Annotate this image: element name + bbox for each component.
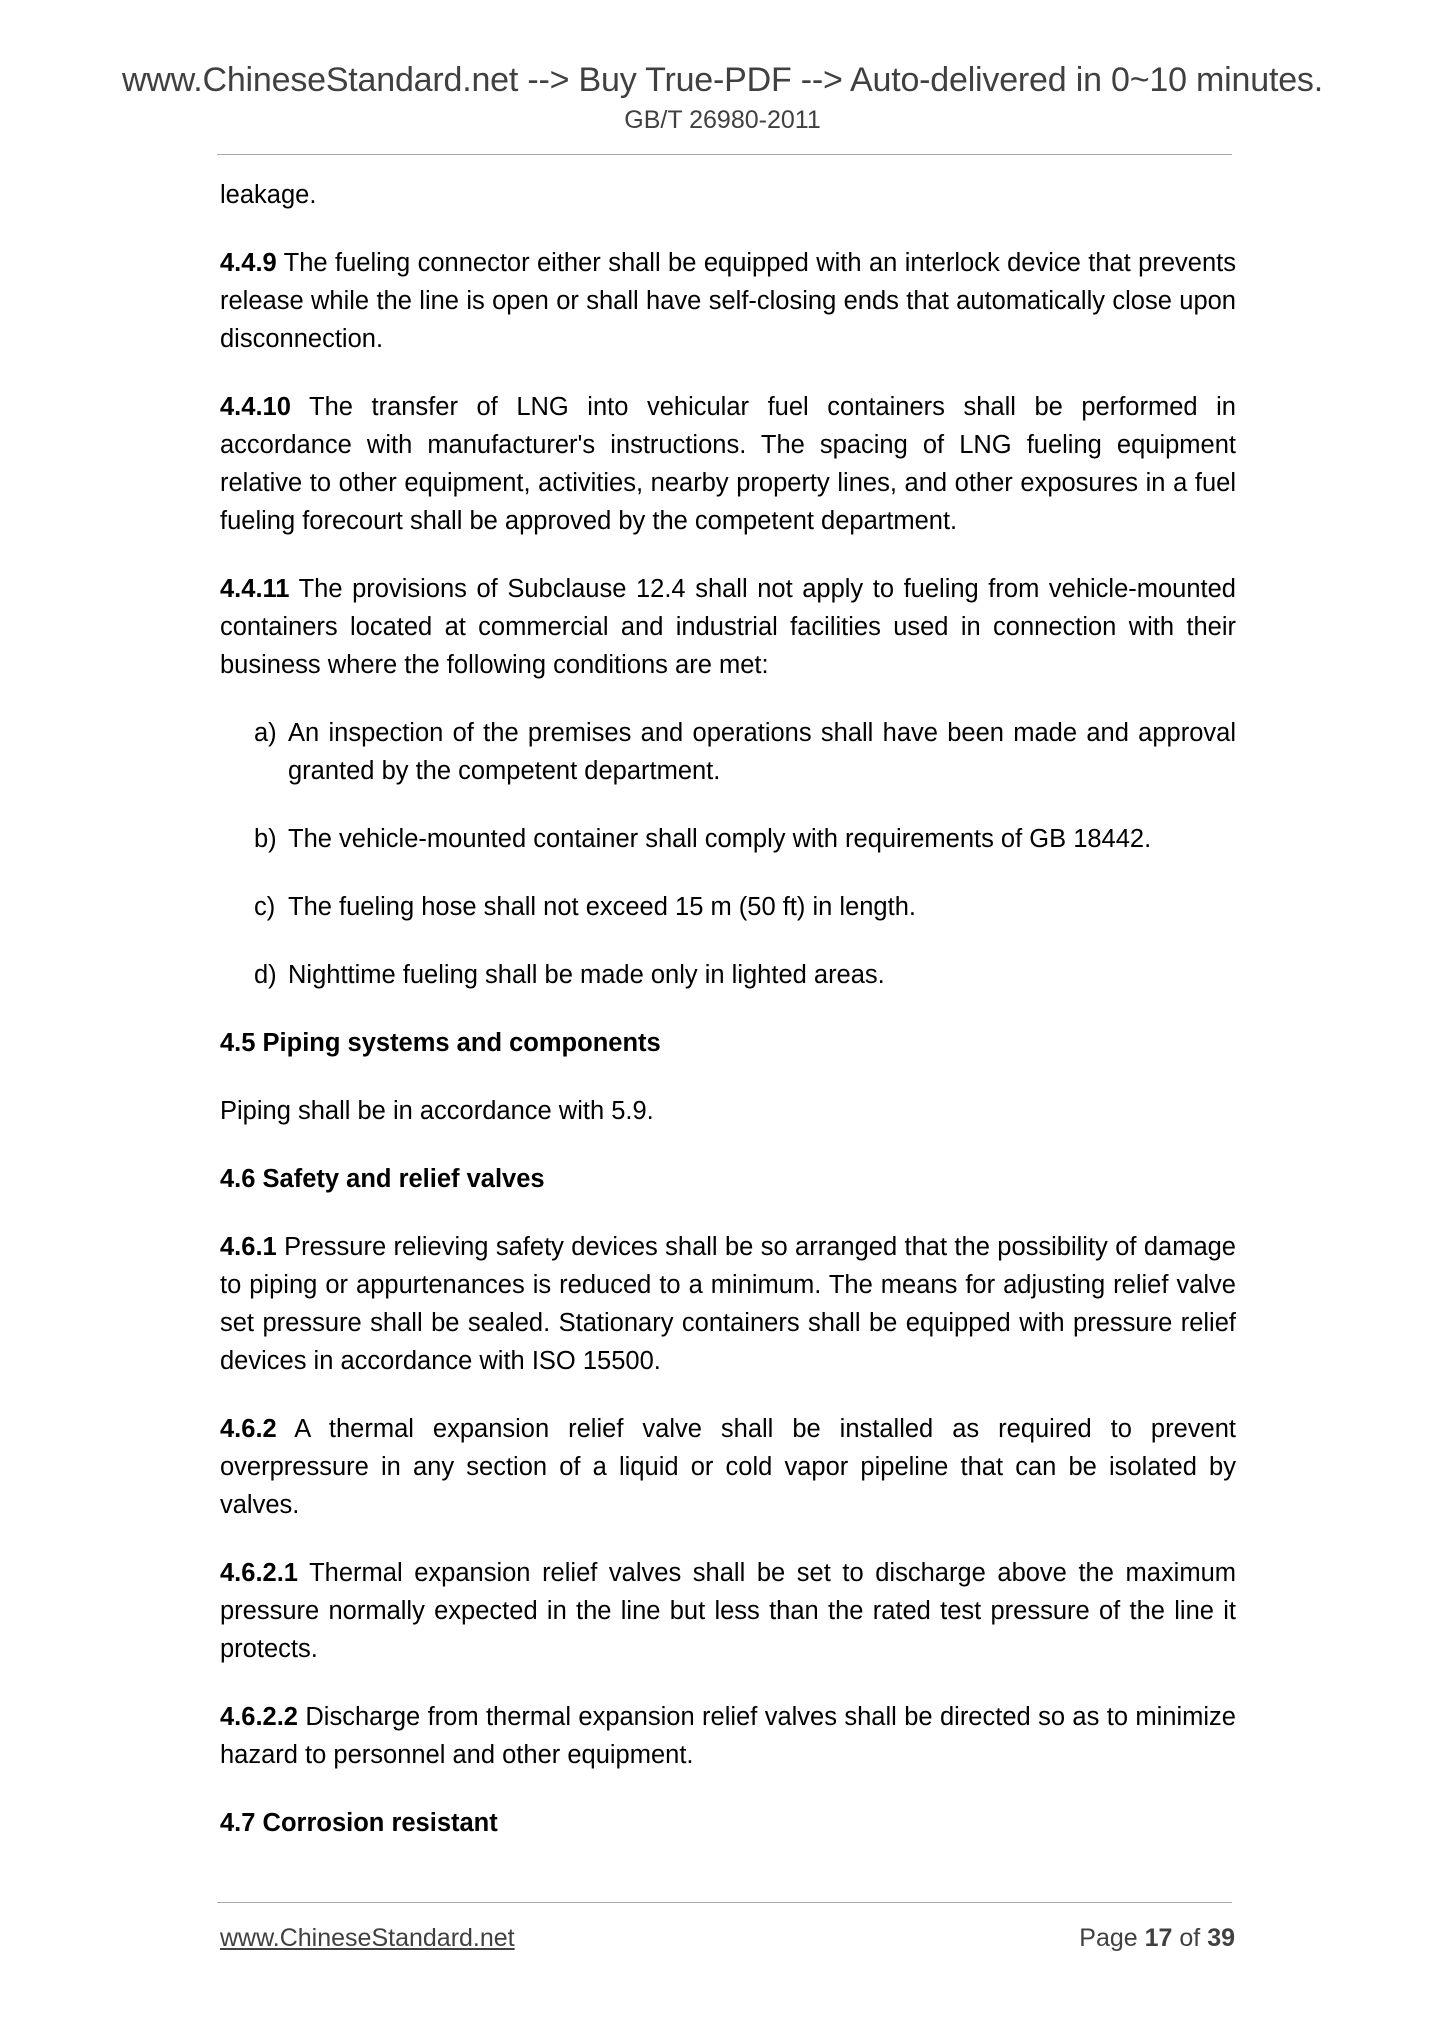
clause-text: A thermal expansion relief valve shall be installed as required to prevent overpressure in any section of a liquid or cold vapor pipeline that can be isolated by valves.: [220, 1415, 1236, 1519]
clause-text: The provisions of Subclause 12.4 shall not apply to fueling from vehicle-mounted containers located at commercial and industrial facilities used in connection with their business where the following conditions are met:: [220, 575, 1236, 679]
clause-4-6-1: [220, 1228, 1236, 1380]
clause-4-6-2-1: [220, 1554, 1236, 1668]
paragraph-text: Piping shall be in accordance with 5.9.: [220, 1097, 654, 1125]
page-current: 17: [1144, 1924, 1173, 1952]
document-id: GB/T 26980-2011: [624, 106, 821, 134]
clause-text: The fueling connector either shall be equipped with an interlock device that prevents release while the line is open or shall have self-closing ends that automatically close upon disconnection.: [220, 249, 1236, 353]
clause-number: 4.4.10: [220, 393, 291, 421]
list-item-d: [220, 956, 1236, 994]
list-marker: a): [254, 719, 277, 747]
clause-text: The transfer of LNG into vehicular fuel containers shall be performed in accordance with manufacturer's instructions. The spacing of LNG fueling equipment relative to other equipment, activities, nearby property lines, and other exposures in a fuel fueling forecourt shall be approved by the competent department.: [220, 393, 1236, 535]
clause-number: 4.6.2.1: [220, 1559, 298, 1587]
page-of: of: [1172, 1924, 1208, 1952]
page-total: 39: [1207, 1924, 1235, 1952]
list-item-b: [220, 820, 1236, 858]
footer-divider: [217, 1902, 1232, 1903]
list-item-text: The fueling hose shall not exceed 15 m (50 ft) in length.: [288, 893, 916, 921]
clause-number: 4.6.1: [220, 1233, 277, 1261]
section-heading-4-5: 4.5 Piping systems and components: [220, 1029, 661, 1057]
footer-website-link[interactable]: www.ChineseStandard.net: [220, 1924, 515, 1952]
list-item-text: The vehicle-mounted container shall comply with requirements of GB 18442.: [288, 825, 1152, 853]
clause-4-4-11: [220, 570, 1236, 684]
header-divider: [217, 154, 1232, 155]
section-heading-4-6: 4.6 Safety and relief valves: [220, 1165, 545, 1193]
header-banner: www.ChineseStandard.net --> Buy True-PDF --> Auto-delivered in 0~10 minutes.: [122, 61, 1323, 99]
clause-text: Pressure relieving safety devices shall be so arranged that the possibility of damage to piping or appurtenances is reduced to a minimum. The means for adjusting relief valve set pressure shall be sealed. Stationary containers shall be equipped with pressure relief devices in accordance with ISO 15500.: [220, 1233, 1236, 1375]
section-4-5-text: [220, 1092, 1236, 1130]
clause-4-4-10: [220, 388, 1236, 540]
clause-4-6-2: [220, 1410, 1236, 1524]
clause-number: 4.6.2.2: [220, 1703, 298, 1731]
section-heading-4-7: 4.7 Corrosion resistant: [220, 1809, 498, 1837]
document-body: [220, 176, 1236, 1872]
clause-text: Discharge from thermal expansion relief valves shall be directed so as to minimize hazard to personnel and other equipment.: [220, 1703, 1236, 1769]
page-prefix: Page: [1079, 1924, 1145, 1952]
list-item-c: [220, 888, 1236, 926]
page-indicator: [1079, 1920, 1235, 1956]
list-item-a: [220, 714, 1236, 790]
clause-4-4-9: [220, 244, 1236, 358]
clause-number: 4.4.9: [220, 249, 277, 277]
list-marker: b): [254, 825, 277, 853]
paragraph-text: leakage.: [220, 181, 317, 209]
clause-number: 4.4.11: [220, 575, 290, 603]
clause-number: 4.6.2: [220, 1415, 277, 1443]
clause-4-6-2-2: [220, 1698, 1236, 1774]
list-item-text: An inspection of the premises and operations shall have been made and approval granted by the competent department.: [288, 719, 1236, 785]
list-marker: c): [254, 893, 276, 921]
paragraph-continuation: [220, 176, 1236, 214]
list-marker: d): [254, 961, 277, 989]
list-item-text: Nighttime fueling shall be made only in lighted areas.: [288, 961, 885, 989]
clause-text: Thermal expansion relief valves shall be set to discharge above the maximum pressure normally expected in the line but less than the rated test pressure of the line it protects.: [220, 1559, 1236, 1663]
